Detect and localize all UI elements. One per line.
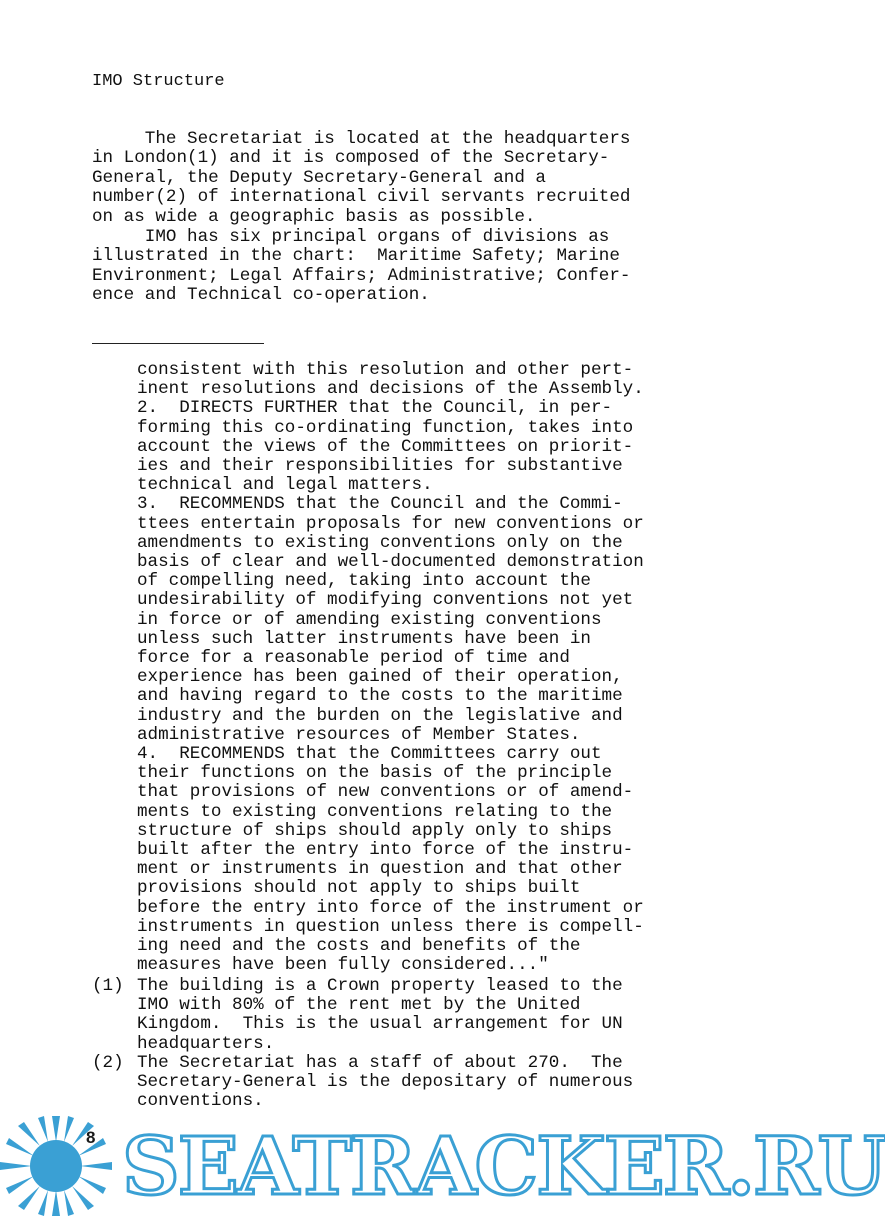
watermark-text: SEATRACKER.RU	[122, 1119, 885, 1213]
paragraph-organs: IMO has six principal organs of divisions as illustrated in the chart: Maritime Safety; Marine Environment; Legal Affairs; Administrative; Confer- ence and Technical co-operation.	[92, 227, 631, 306]
footnote-2	[92, 1054, 633, 1112]
section-heading: IMO Structure	[92, 72, 225, 91]
quoted-resolution: consistent with this resolution and other pert- inent resolutions and decisions of the Assembly. 2. DIRECTS FURTHER that the Council, in per- forming this co-ordinating function, takes into account the views of the Committees on priorit- ies and their responsibilities for substantive technical and legal matters. 3. RECOMMENDS that the Council and the Commi- ttees entertain proposals for new conventions or amendments to existing conventions only on the basis of clear and well-documented demonstration of compelling need, taking into account the undesirability of modifying conventions not yet in force or of amending existing conventions unless such latter instruments have been in force for a reasonable period of time and experience has been gained of their operation, and having regard to the costs to the maritime industry and the burden on the legislative and administrative resources of Member States. 4. RECOMMENDS that the Committees carry out their functions on the basis of the principle that provisions of new conventions or of amend- ments to existing conventions relating to the structure of ships should apply only to ships built after the entry into force of the instru- ment or instruments in question and that other provisions should not apply to ships built before the entry into force of the instrument or instruments in question unless there is compell- ing need and the costs and benefits of the measures have been fully considered..."	[137, 360, 644, 976]
footnote-1-text: The building is a Crown property leased to the IMO with 80% of the rent met by the United Kingdom. This is the usual arrangement for UN headquarters.	[137, 976, 623, 1054]
footnote-1-marker: (1)	[92, 976, 124, 996]
footnote-divider	[92, 343, 264, 344]
footnote-2-text: The Secretariat has a staff of about 270. The Secretary-General is the depositary of numerous conventions.	[137, 1053, 634, 1112]
footnote-2-marker: (2)	[92, 1053, 124, 1073]
sun-logo-icon	[0, 1108, 120, 1225]
watermark	[0, 1108, 885, 1225]
footnote-1	[92, 977, 623, 1054]
paragraph-secretariat: The Secretariat is located at the headquarters in London(1) and it is composed of the Secretary- General, the Deputy Secretary-General and a number(2) of international civil servants recruited on as wide a geographic basis as possible.	[92, 129, 631, 227]
page-number: 8	[86, 1128, 96, 1147]
